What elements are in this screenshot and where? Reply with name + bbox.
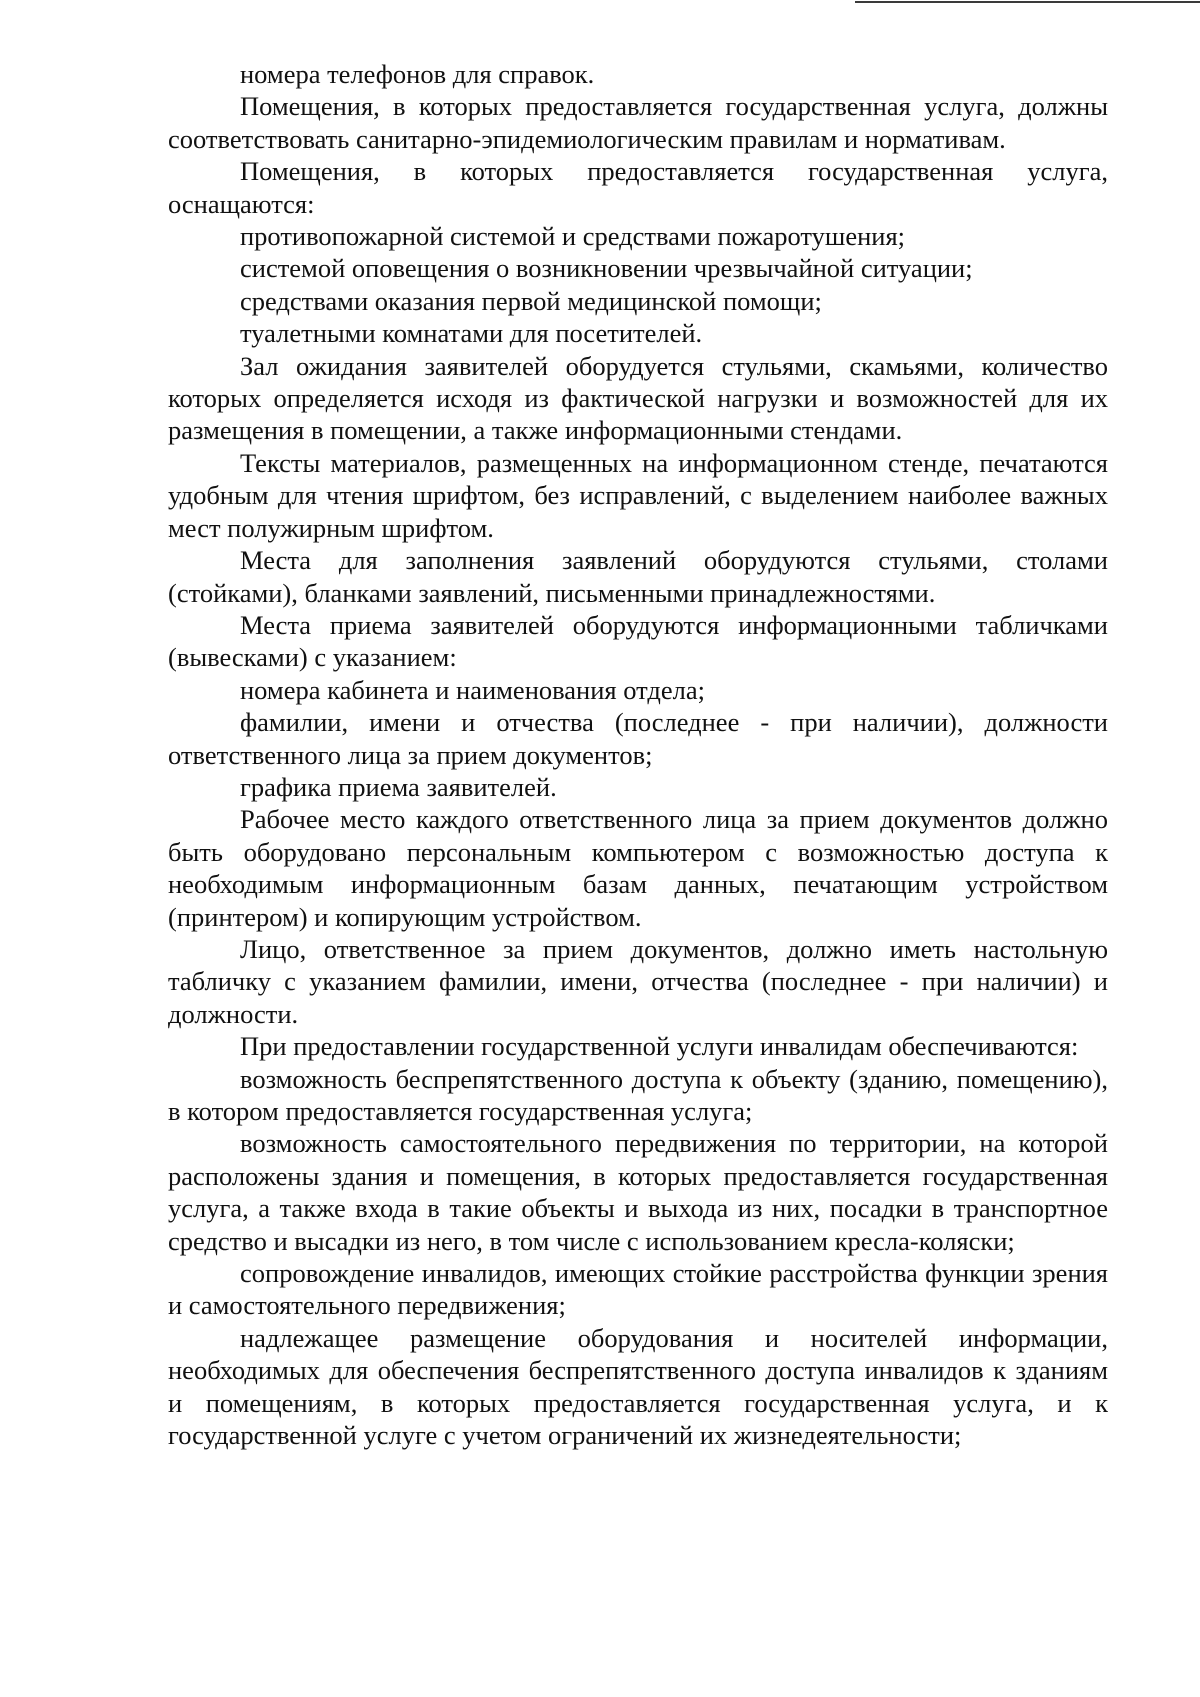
paragraph-premises-requirements: Помещения, в которых предоставляется государственная услуга, должны соответствовать санитарно-эпидемиологическим правилам и нормативам. bbox=[168, 91, 1108, 154]
paragraph-workplace: Рабочее место каждого ответственного лица за прием документов должно быть оборудовано персональным компьютером с возможностью доступа к необходимым информационным базам данных, печатающим устройством (принтером) и копирующим устройством. bbox=[168, 804, 1108, 932]
list-item-emergency-alerts: системой оповещения о возникновении чрезвычайной ситуации; bbox=[240, 253, 973, 284]
paragraph-phone-numbers: номера телефонов для справок. bbox=[240, 59, 595, 89]
paragraph-disability-provisions: При предоставлении государственной услуги инвалидам обеспечиваются: bbox=[240, 1031, 1079, 1062]
list-item-reception-schedule: графика приема заявителей. bbox=[240, 771, 557, 802]
list-item-restrooms: туалетными комнатами для посетителей. bbox=[240, 318, 703, 349]
paragraph-waiting-room: Зал ожидания заявителей оборудуется стульями, скамьями, количество которых определяется исходя из фактической нагрузки и возможностей для их размещения в помещении, а также информационными стендами. bbox=[168, 350, 1108, 446]
list-item-accompaniment: сопровождение инвалидов, имеющих стойкие расстройства функции зрения и самостоятельного передвижения; bbox=[168, 1258, 1108, 1321]
list-item-office-number: номера кабинета и наименования отдела; bbox=[240, 674, 705, 705]
list-item-first-aid: средствами оказания первой медицинской помощи; bbox=[240, 285, 822, 316]
document-body bbox=[168, 58, 1108, 1451]
paragraph-desk-sign: Лицо, ответственное за прием документов, должно иметь настольную табличку с указанием фамилии, имени, отчества (последнее - при наличии) и должности. bbox=[168, 933, 1108, 1029]
list-item-independent-movement: возможность самостоятельного передвижения по территории, на которой расположены здания и помещения, в которых предоставляется государственная услуга, а также входа в такие объекты и выхода из них, посадки в транспортное средство и высадки из него, в том числе с использованием кресла-коляски; bbox=[168, 1128, 1108, 1256]
list-item-fire-system: противопожарной системой и средствами пожаротушения; bbox=[240, 221, 905, 252]
top-scan-edge-line bbox=[855, 1, 1200, 3]
paragraph-reception-signs: Места приема заявителей оборудуются информационными табличками (вывесками) с указанием: bbox=[168, 609, 1108, 673]
paragraph-application-places: Места для заполнения заявлений оборудуются стульями, столами (стойками), бланками заявлений, письменными принадлежностями. bbox=[168, 545, 1108, 608]
paragraph-premises-equipment: Помещения, в которых предоставляется государственная услуга, оснащаются: bbox=[168, 156, 1108, 219]
list-item-equipment-placement: надлежащее размещение оборудования и носителей информации, необходимых для обеспечения беспрепятственного доступа инвалидов к зданиям и помещениям, в которых предоставляется государственная услуга, и к государственной услуге с учетом ограничений их жизнедеятельности; bbox=[168, 1322, 1108, 1451]
list-item-responsible-person: фамилии, имени и отчества (последнее - при наличии), должности ответственного лица за прием документов; bbox=[168, 707, 1108, 770]
paragraph-info-stand-texts: Тексты материалов, размещенных на информационном стенде, печатаются удобным для чтения шрифтом, без исправлений, с выделением наиболее важных мест полужирным шрифтом. bbox=[168, 447, 1108, 543]
list-item-building-access: возможность беспрепятственного доступа к объекту (зданию, помещению), в котором предоставляется государственная услуга; bbox=[168, 1063, 1108, 1126]
